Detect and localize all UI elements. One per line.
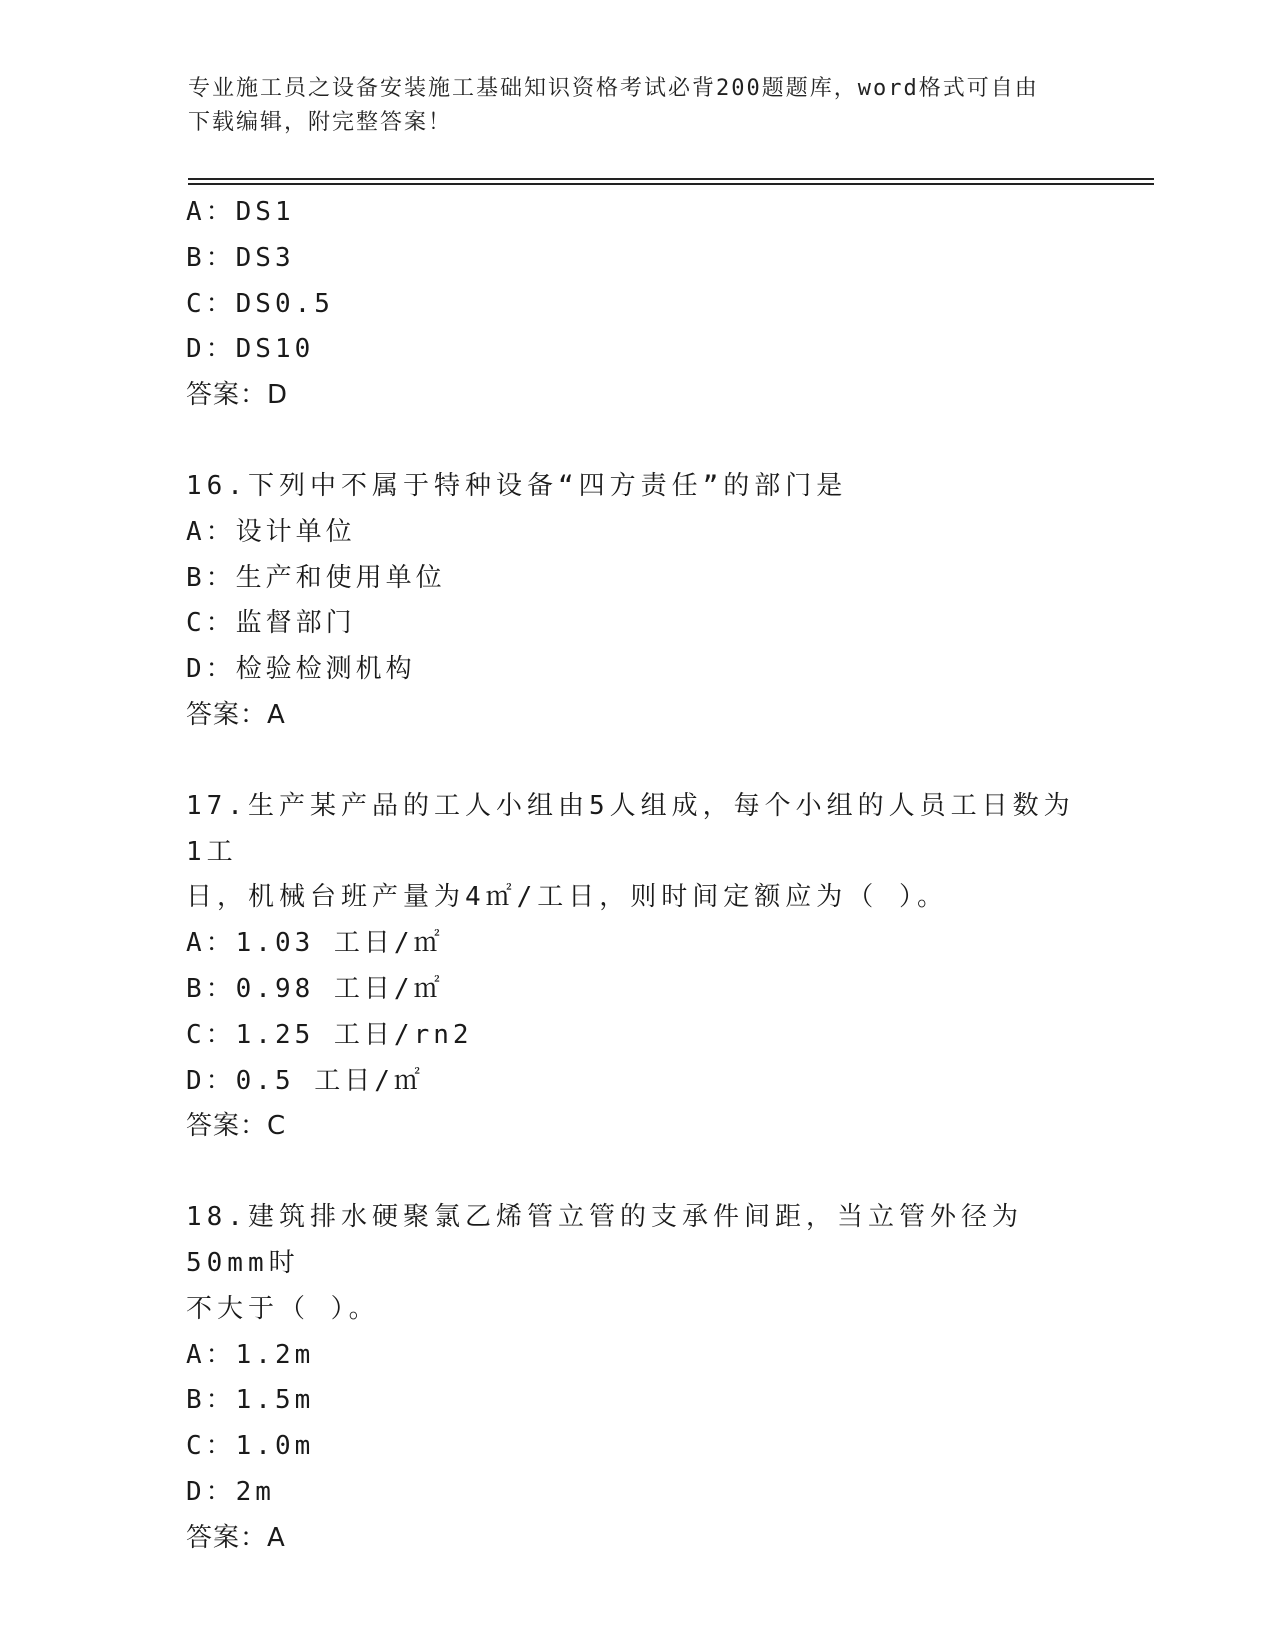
option-b: B：1.5m (186, 1385, 315, 1416)
option-a: A：1.2m (186, 1339, 315, 1370)
question-block-18 (186, 1195, 1086, 1561)
option-b: B：生产和使用单位 (186, 562, 446, 593)
option-c: C：监督部门 (186, 608, 356, 639)
answer-line: 答案：C (186, 1111, 287, 1142)
option-a: A：1.03 工日/㎡ (186, 928, 444, 959)
question-block-17 (186, 784, 1086, 1150)
header-title-line-1: 专业施工员之设备安装施工基础知识资格考试必背200题题库，word格式可自由 (188, 76, 1039, 101)
answer-line: 答案：D (186, 380, 289, 411)
question-stem-line-2: 不大于（ ）。 (186, 1293, 380, 1324)
option-d: D：DS10 (186, 334, 315, 365)
option-c: C：1.0m (186, 1431, 315, 1462)
answer-line: 答案：A (186, 699, 286, 730)
question-list (186, 190, 1086, 1562)
header-title-line-2: 下载编辑，附完整答案！ (188, 110, 453, 135)
option-d: D：检验检测机构 (186, 654, 416, 685)
option-d: D：0.5 工日/㎡ (186, 1065, 424, 1096)
option-d: D：2m (186, 1476, 275, 1507)
question-stem-line-1: 18.建筑排水硬聚氯乙烯管立管的支承件间距，当立管外径为50mm时 (186, 1202, 1023, 1278)
option-c: C：DS0.5 (186, 288, 334, 319)
header-divider-top (188, 178, 1154, 180)
header-divider-bottom (188, 183, 1154, 185)
question-block-16 (186, 464, 1086, 739)
option-c: C：1.25 工日/rn2 (186, 1019, 473, 1050)
question-stem-line-1: 17.生产某产品的工人小组由5人组成，每个小组的人员工日数为1工 (186, 790, 1075, 867)
document-header (188, 72, 1088, 140)
option-a: A：设计单位 (186, 516, 356, 547)
answer-line: 答案：A (186, 1522, 286, 1553)
option-b: B：0.98 工日/㎡ (186, 973, 444, 1004)
question-stem-line-2: 日，机械台班产量为4㎡/工日，则时间定额应为（ ）。 (186, 882, 948, 913)
option-a: A：DS1 (186, 197, 295, 227)
question-block-previous (186, 190, 1086, 419)
question-stem: 16.下列中不属于特种设备“四方责任”的部门是 (186, 470, 848, 501)
option-b: B：DS3 (186, 242, 295, 273)
